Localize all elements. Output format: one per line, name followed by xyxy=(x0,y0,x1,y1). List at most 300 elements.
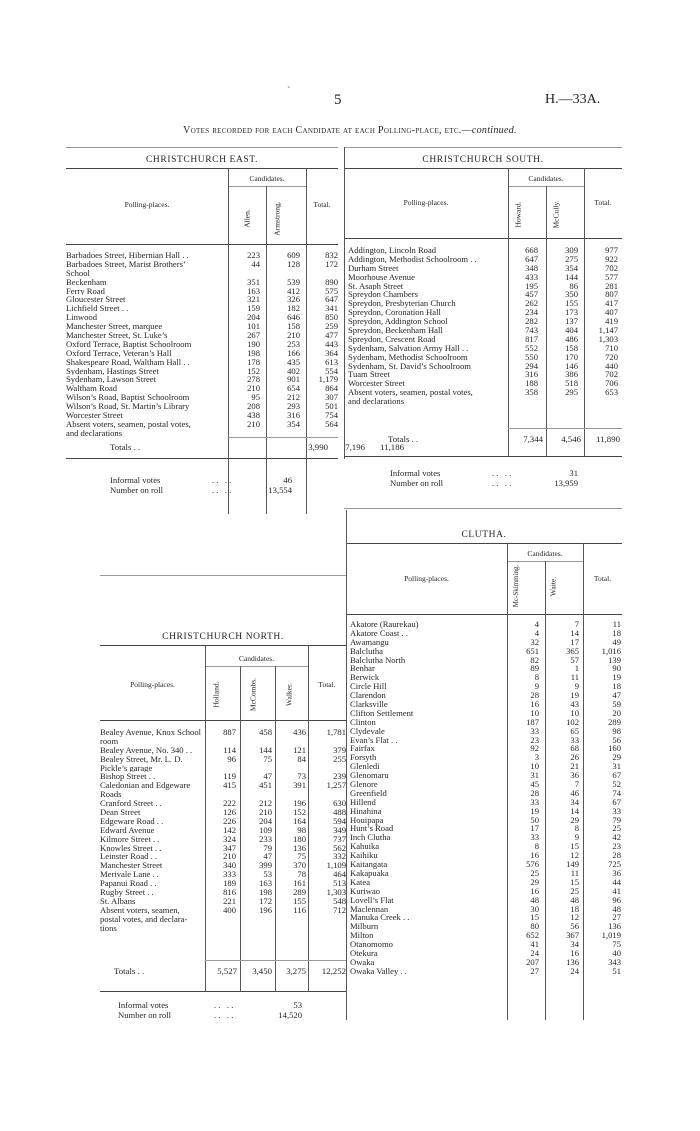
polling-place-name: and declarations xyxy=(66,428,123,438)
north-totals-row xyxy=(100,966,346,978)
vote-cell: 12 xyxy=(570,850,579,861)
vote-cell: 1,303 xyxy=(598,333,618,344)
vote-cell: 30 xyxy=(530,903,539,914)
polling-place-name: Ferry Road xyxy=(66,286,105,296)
polling-place-name: St. Albans xyxy=(100,896,136,906)
polling-place-name: Otekura xyxy=(350,948,378,958)
vote-cell: 196 xyxy=(293,798,306,809)
vote-cell: 102 xyxy=(566,716,579,727)
vote-cell: 548 xyxy=(333,895,346,906)
clutha-candidate-2: Waite. xyxy=(548,576,558,597)
north-header-bottom-rule xyxy=(100,720,346,721)
east-totals-rule xyxy=(228,437,338,438)
clutha-left-border xyxy=(346,510,347,1020)
vote-cell: 1 xyxy=(574,663,579,674)
vote-cell: 575 xyxy=(325,285,338,296)
east-cand-rule xyxy=(228,186,306,187)
vote-cell: 42 xyxy=(612,832,621,843)
vote-cell: 189 xyxy=(223,878,236,889)
vote-cell: 52 xyxy=(612,779,621,790)
vote-cell: 348 xyxy=(525,262,538,273)
clutha-polling-label: Polling-places. xyxy=(404,574,449,583)
polling-place-name: Merivale Lane . . xyxy=(100,870,159,880)
north-informal-value: 53 xyxy=(293,1000,302,1010)
vote-cell: 34 xyxy=(570,939,579,950)
vote-cell: 136 xyxy=(566,956,579,967)
north-polling-label: Polling-places. xyxy=(130,680,175,689)
vote-cell: 901 xyxy=(287,374,300,385)
north-roll-value: 14,520 xyxy=(278,1010,302,1020)
table-row xyxy=(348,326,622,335)
south-candidates-label: Candidates. xyxy=(528,174,564,183)
vote-cell: 419 xyxy=(605,316,618,327)
polling-place-name: Sydenham, St. David’s Schoolroom xyxy=(348,361,471,371)
vote-cell: 743 xyxy=(525,325,538,336)
vote-cell: 188 xyxy=(525,378,538,389)
vote-cell: 204 xyxy=(247,312,260,323)
vote-cell: 1,109 xyxy=(326,860,346,871)
north-cand-rule xyxy=(205,666,308,667)
vote-cell: 101 xyxy=(247,321,260,332)
vote-cell: 190 xyxy=(247,338,260,349)
polling-place-name: Glenomaru xyxy=(350,771,389,781)
east-total-3: 11,186 xyxy=(380,442,404,452)
east-bottom-rule xyxy=(66,458,338,459)
south-totals-row xyxy=(344,434,622,446)
vote-cell: 10 xyxy=(530,707,539,718)
vote-cell: 144 xyxy=(565,271,578,282)
south-informal-dots: . . . . xyxy=(492,468,512,478)
polling-place-name: Forsyth xyxy=(350,753,377,763)
table-row xyxy=(348,255,622,264)
vote-cell: 11 xyxy=(570,867,579,878)
vote-cell: 850 xyxy=(325,312,338,323)
table-row xyxy=(350,664,622,673)
vote-cell: 86 xyxy=(569,280,578,291)
north-candidate-1: Holland. xyxy=(211,681,221,708)
vote-cell: 630 xyxy=(333,798,346,809)
vote-cell: 7 xyxy=(574,779,579,790)
vote-cell: 710 xyxy=(605,342,618,353)
vote-cell: 234 xyxy=(525,307,538,318)
vote-cell: 233 xyxy=(259,833,272,844)
table-row xyxy=(350,913,622,922)
clutha-table xyxy=(350,620,622,976)
vote-cell: 9 xyxy=(534,681,539,692)
vote-cell: 23 xyxy=(530,734,539,745)
vote-cell: 149 xyxy=(566,859,579,870)
vote-cell: 4 xyxy=(534,619,539,629)
vote-cell: 275 xyxy=(565,253,578,264)
vote-cell: 3 xyxy=(534,752,539,763)
table-row xyxy=(350,620,622,629)
polling-place-name: Clifton Settlement xyxy=(350,708,414,718)
vote-cell: 25 xyxy=(530,867,539,878)
vote-cell: 613 xyxy=(325,356,338,367)
polling-place-name: Spreydon, Addington School xyxy=(348,317,448,327)
table-row xyxy=(100,781,346,790)
vote-cell: 33 xyxy=(530,832,539,843)
vote-cell: 295 xyxy=(565,387,578,398)
south-roll-value: 13,959 xyxy=(554,478,578,488)
vote-cell: 207 xyxy=(526,956,539,967)
vote-cell: 333 xyxy=(223,869,236,880)
vote-cell: 8 xyxy=(534,841,539,852)
polling-place-name: Durham Street xyxy=(348,263,399,273)
vote-cell: 16 xyxy=(570,947,579,958)
vote-cell: 159 xyxy=(247,303,260,314)
vote-cell: 75 xyxy=(263,753,272,764)
vote-cell: 160 xyxy=(608,743,621,754)
east-top-rule xyxy=(66,147,338,148)
table-row xyxy=(350,940,622,949)
polling-place-name: Hunt’s Road xyxy=(350,824,394,834)
polling-place-name: Greenfield xyxy=(350,788,387,798)
polling-place-name: Absent voters, seamen, postal votes, xyxy=(348,388,473,398)
vote-cell: 163 xyxy=(259,878,272,889)
vote-cell: 652 xyxy=(526,930,539,941)
table-row xyxy=(348,317,622,326)
vote-cell: 25 xyxy=(612,823,621,834)
polling-place-name: Leinster Road . . xyxy=(100,852,158,862)
polling-place-name: room xyxy=(100,736,119,746)
table-row xyxy=(350,896,622,905)
vote-cell: 817 xyxy=(525,333,538,344)
north-total-1: 5,527 xyxy=(217,966,237,976)
east-header-bottom-rule xyxy=(66,244,338,245)
vote-cell: 142 xyxy=(223,824,236,835)
polling-place-name: Otanomomo xyxy=(350,940,393,949)
vote-cell: 146 xyxy=(565,360,578,371)
vote-cell: 75 xyxy=(297,851,306,862)
vote-cell: 144 xyxy=(259,744,272,755)
south-candidate-1: Howard. xyxy=(513,201,523,228)
vote-cell: 977 xyxy=(605,245,618,255)
vote-cell: 65 xyxy=(570,725,579,736)
table-row xyxy=(350,869,622,878)
vote-cell: 654 xyxy=(287,383,300,394)
vote-cell: 832 xyxy=(325,250,338,260)
vote-cell: 24 xyxy=(570,965,579,976)
south-header-top-rule xyxy=(344,168,622,169)
vote-cell: 24 xyxy=(530,947,539,958)
east-candidate-2: Armstrong. xyxy=(272,201,282,236)
polling-place-name: Linwood xyxy=(66,313,98,323)
vote-cell: 11 xyxy=(612,619,621,629)
east-candidates-label: Candidates. xyxy=(249,174,285,183)
table-row xyxy=(350,833,622,842)
north-totals-rule xyxy=(205,960,346,961)
vote-cell: 75 xyxy=(612,939,621,950)
table-row xyxy=(348,273,622,282)
vote-cell: 539 xyxy=(287,276,300,287)
east-roll-value: 13,554 xyxy=(268,485,292,495)
vote-cell: 56 xyxy=(570,921,579,932)
vote-cell: 19 xyxy=(570,690,579,701)
vote-cell: 53 xyxy=(263,869,272,880)
vote-cell: 415 xyxy=(223,780,236,791)
vote-cell: 435 xyxy=(287,356,300,367)
vote-cell: 173 xyxy=(565,307,578,318)
vote-cell: 210 xyxy=(287,330,300,341)
vote-cell: 259 xyxy=(325,321,338,332)
polling-place-name: Evan’s Flat . . xyxy=(350,735,398,745)
vote-cell: 158 xyxy=(287,321,300,332)
table-row xyxy=(100,924,346,933)
north-bottom-rule xyxy=(100,991,346,992)
east-header-top-rule xyxy=(66,168,338,169)
vote-cell: 56 xyxy=(612,734,621,745)
polling-place-name: Benhar xyxy=(350,664,375,674)
vote-cell: 27 xyxy=(530,965,539,976)
polling-place-name: Worcester Street xyxy=(348,379,405,389)
vote-cell: 212 xyxy=(259,798,272,809)
table-row xyxy=(350,949,622,958)
polling-place-name: Fairfax xyxy=(350,744,375,754)
vote-cell: 702 xyxy=(605,262,618,273)
vote-cell: 477 xyxy=(325,330,338,341)
polling-place-name: Roads xyxy=(100,790,122,800)
vote-cell: 155 xyxy=(293,895,306,906)
vote-cell: 18 xyxy=(612,681,621,692)
vote-cell: 350 xyxy=(565,289,578,300)
vote-cell: 33 xyxy=(612,805,621,816)
polling-place-name: Caledonian and Edgeware xyxy=(100,781,191,791)
vote-cell: 96 xyxy=(227,753,236,764)
vote-cell: 18 xyxy=(612,627,621,638)
table-row xyxy=(348,299,622,308)
vote-cell: 255 xyxy=(333,753,346,764)
vote-cell: 23 xyxy=(612,841,621,852)
polling-place-name: Absent voters, seamen, postal votes, xyxy=(66,419,191,429)
south-totals-label: Totals . . xyxy=(388,434,419,444)
clutha-header-top-rule xyxy=(346,543,622,544)
vote-cell: 712 xyxy=(333,904,346,915)
east-candidate-1: Allen. xyxy=(242,209,252,228)
vote-cell: 365 xyxy=(566,645,579,656)
vote-cell: 1,781 xyxy=(326,727,346,737)
polling-place-name: Manchester Street xyxy=(100,861,163,871)
vote-cell: 651 xyxy=(526,645,539,656)
south-table xyxy=(348,246,622,406)
vote-cell: 458 xyxy=(259,727,272,737)
vote-cell: 182 xyxy=(287,303,300,314)
polling-place-name: Hillend xyxy=(350,797,376,807)
vote-cell: 577 xyxy=(605,271,618,282)
table-row xyxy=(350,922,622,931)
vote-cell: 74 xyxy=(612,787,621,798)
table-row xyxy=(348,379,622,388)
polling-place-name: Beckenham xyxy=(66,277,107,287)
vote-cell: 647 xyxy=(325,294,338,305)
polling-place-name: Addington, Methodist Schoolroom . . xyxy=(348,254,477,264)
vote-cell: 379 xyxy=(333,744,346,755)
clutha-total-label: Total. xyxy=(593,574,612,583)
vote-cell: 210 xyxy=(223,851,236,862)
south-roll-label: Number on roll xyxy=(390,478,443,488)
vote-cell: 594 xyxy=(333,815,346,826)
vote-cell: 576 xyxy=(526,859,539,870)
south-title: CHRISTCHURCH SOUTH. xyxy=(422,155,544,165)
vote-cell: 79 xyxy=(263,842,272,853)
polling-place-name: Wilson’s Road, Baptist Schoolroom xyxy=(66,393,190,403)
polling-place-name: Bishop Street . . xyxy=(100,772,156,782)
polling-place-name: Bealey Avenue, No. 340 . . xyxy=(100,745,193,755)
vote-cell: 391 xyxy=(293,780,306,791)
vote-cell: 289 xyxy=(293,887,306,898)
table-row xyxy=(350,673,622,682)
vote-cell: 12 xyxy=(570,912,579,923)
vote-cell: 96 xyxy=(612,894,621,905)
vote-cell: 196 xyxy=(259,904,272,915)
table-row xyxy=(348,282,622,291)
polling-place-name: postal votes, and declara- xyxy=(100,914,188,924)
vote-cell: 116 xyxy=(293,904,306,915)
vote-cell: 17 xyxy=(570,636,579,647)
north-table xyxy=(100,728,346,932)
vote-cell: 443 xyxy=(325,338,338,349)
vote-cell: 737 xyxy=(333,833,346,844)
polling-place-name: Moorhouse Avenue xyxy=(348,272,415,282)
vote-cell: 92 xyxy=(530,743,539,754)
vote-cell: 550 xyxy=(525,351,538,362)
polling-place-name: Spreydon, Beckenham Hall xyxy=(348,326,443,335)
polling-place-name: Barbadoes Street, Hibernian Hall . . xyxy=(66,251,189,260)
vote-cell: 358 xyxy=(525,387,538,398)
polling-place-name: St. Asaph Street xyxy=(348,281,404,291)
polling-place-name: tions xyxy=(100,923,117,933)
table-row xyxy=(350,762,622,771)
vote-cell: 137 xyxy=(565,316,578,327)
vote-cell: 754 xyxy=(325,410,338,421)
east-roll-dots: . . . . xyxy=(212,485,232,495)
table-row xyxy=(350,629,622,638)
vote-cell: 26 xyxy=(570,752,579,763)
stray-mark: ` xyxy=(287,86,291,97)
table-row xyxy=(350,905,622,914)
vote-cell: 136 xyxy=(608,921,621,932)
vote-cell: 166 xyxy=(287,347,300,358)
north-header-top-rule xyxy=(100,645,346,646)
vote-cell: 33 xyxy=(530,796,539,807)
vote-cell: 15 xyxy=(570,841,579,852)
vote-cell: 343 xyxy=(608,956,621,967)
vote-cell: 294 xyxy=(525,360,538,371)
north-informal-dots: . . . . xyxy=(214,1000,234,1010)
vote-cell: 341 xyxy=(325,303,338,314)
polling-place-name: Owaka Valley . . xyxy=(350,966,407,976)
vote-cell: 554 xyxy=(325,365,338,376)
vote-cell: 195 xyxy=(525,280,538,291)
vote-cell: 40 xyxy=(612,947,621,958)
polling-place-name: Waltham Road xyxy=(66,384,118,394)
east-totals-label: Totals . . xyxy=(110,442,141,452)
polling-place-name: Glenledi xyxy=(350,762,380,772)
vote-cell: 98 xyxy=(612,725,621,736)
vote-cell: 436 xyxy=(293,727,306,737)
polling-place-name: Akatore Coast . . xyxy=(350,628,408,638)
polling-place-name: Sydenham, Hastings Street xyxy=(66,366,159,376)
polling-place-name: Kaitangata xyxy=(350,860,388,869)
vote-cell: 10 xyxy=(570,707,579,718)
vote-cell: 78 xyxy=(297,869,306,880)
vote-cell: 180 xyxy=(293,833,306,844)
east-informal-dots: . . . . xyxy=(212,475,232,485)
table-row xyxy=(350,931,622,940)
polling-place-name: Spreydon Chambers xyxy=(348,290,418,300)
vote-cell: 223 xyxy=(247,250,260,260)
polling-place-name: School xyxy=(66,268,90,278)
table-row xyxy=(350,824,622,833)
vote-cell: 204 xyxy=(259,815,272,826)
vote-cell: 400 xyxy=(223,904,236,915)
vote-cell: 33 xyxy=(530,725,539,736)
vote-cell: 178 xyxy=(247,356,260,367)
table-row xyxy=(350,807,622,816)
table-row xyxy=(350,727,622,736)
south-header-bottom-rule xyxy=(344,238,622,239)
table-row xyxy=(100,906,346,915)
vote-cell: 36 xyxy=(612,867,621,878)
vote-cell: 464 xyxy=(333,869,346,880)
vote-cell: 289 xyxy=(608,716,621,727)
east-totals-row xyxy=(66,442,404,454)
vote-cell: 212 xyxy=(287,392,300,403)
vote-cell: 1,016 xyxy=(601,645,621,656)
north-informal-label: Informal votes xyxy=(118,1000,169,1010)
east-table xyxy=(66,251,338,438)
vote-cell: 109 xyxy=(259,824,272,835)
north-candidates-label: Candidates. xyxy=(238,654,275,663)
polling-place-name: Katea xyxy=(350,877,371,887)
table-row xyxy=(350,691,622,700)
polling-place-name: Oxford Terrace, Baptist Schoolroom xyxy=(66,339,192,349)
east-informal-label: Informal votes xyxy=(110,475,161,485)
polling-place-name: Spreydon, Coronation Hall xyxy=(348,308,441,318)
table-row xyxy=(348,308,622,317)
vote-cell: 152 xyxy=(247,365,260,376)
polling-place-name: Cranford Street . . xyxy=(100,799,162,809)
vote-cell: 1,179 xyxy=(318,374,338,385)
south-totals-rule xyxy=(508,428,622,429)
vote-cell: 44 xyxy=(612,876,621,887)
south-total-2: 4,546 xyxy=(561,434,581,444)
vote-cell: 267 xyxy=(247,330,260,341)
table-row xyxy=(350,736,622,745)
vote-cell: 29 xyxy=(530,876,539,887)
vote-cell: 50 xyxy=(530,814,539,825)
vote-cell: 128 xyxy=(287,258,300,269)
table-row xyxy=(348,246,622,255)
south-informal-label: Informal votes xyxy=(390,468,441,478)
vote-cell: 28 xyxy=(530,787,539,798)
table-row xyxy=(100,915,346,924)
polling-place-name: Kakapuaka xyxy=(350,868,389,878)
vote-cell: 139 xyxy=(608,654,621,665)
vote-cell: 67 xyxy=(612,796,621,807)
vote-cell: 11 xyxy=(570,672,579,683)
vote-cell: 807 xyxy=(605,289,618,300)
page-heading xyxy=(0,125,700,136)
vote-cell: 433 xyxy=(525,271,538,282)
vote-cell: 158 xyxy=(565,342,578,353)
vote-cell: 564 xyxy=(325,418,338,429)
vote-cell: 208 xyxy=(247,401,260,412)
vote-cell: 702 xyxy=(605,369,618,380)
polling-place-name: Worcester Street xyxy=(66,411,123,420)
vote-cell: 417 xyxy=(605,298,618,309)
vote-cell: 281 xyxy=(605,280,618,291)
